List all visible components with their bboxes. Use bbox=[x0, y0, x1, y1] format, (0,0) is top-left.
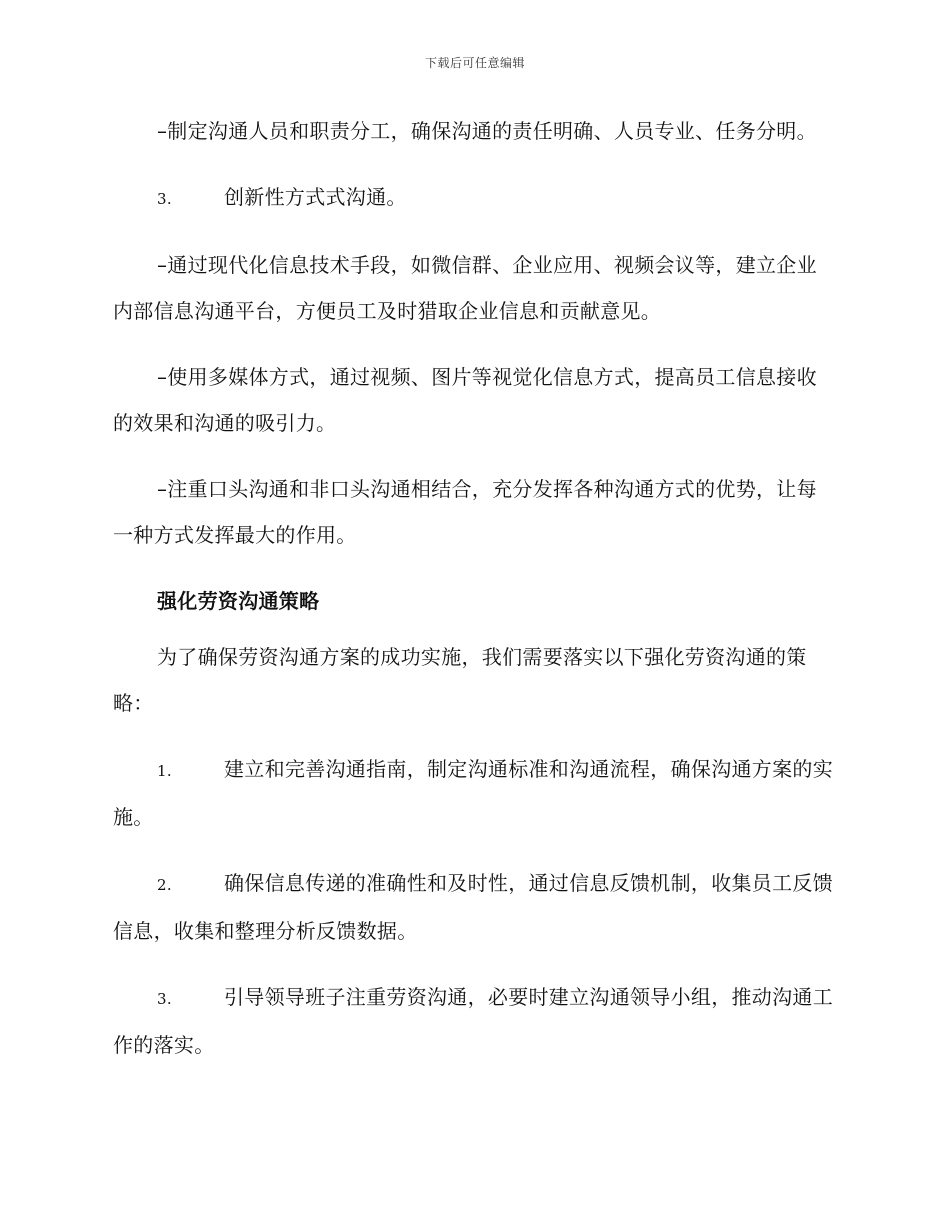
list-item-innovative-communication bbox=[113, 174, 835, 222]
header-note: 下载后可任意编辑 bbox=[424, 56, 525, 70]
list-item-text: 建立和完善沟通指南，制定沟通标准和沟通流程，确保沟通方案的实施。 bbox=[113, 757, 833, 829]
paragraph-intro-strategy bbox=[113, 634, 835, 726]
paragraph-text: –通过现代化信息技术手段，如微信群、企业应用、视频会议等，建立企业内部信息沟通平台，方便员工及时猎取企业信息和贡献意见。 bbox=[113, 253, 817, 323]
heading-text: 强化劳资沟通策略 bbox=[157, 589, 320, 613]
list-item-accuracy bbox=[113, 860, 835, 954]
list-item-text: 创新性方式式沟通。 bbox=[224, 185, 407, 209]
list-item-leadership bbox=[113, 974, 835, 1068]
list-item-text: 确保信息传递的准确性和及时性，通过信息反馈机制，收集员工反馈信息，收集和整理分析反馈数据。 bbox=[113, 871, 833, 943]
paragraph-text: –注重口头沟通和非口头沟通相结合，充分发挥各种沟通方式的优势，让每一种方式发挥最大的作用。 bbox=[113, 477, 817, 547]
paragraph-multimedia bbox=[113, 354, 835, 446]
list-number: 3. bbox=[157, 190, 172, 208]
document-body bbox=[113, 108, 835, 1088]
paragraph-text: –使用多媒体方式，通过视频、图片等视觉化信息方式，提高员工信息接收的效果和沟通的吸引力。 bbox=[113, 365, 817, 435]
list-number: 3. bbox=[157, 990, 172, 1008]
paragraph-text: 为了确保劳资沟通方案的成功实施，我们需要落实以下强化劳资沟通的策略： bbox=[113, 645, 807, 715]
list-number: 1. bbox=[157, 762, 172, 780]
paragraph-verbal-nonverbal bbox=[113, 466, 835, 558]
section-heading bbox=[113, 578, 835, 624]
paragraph-it-platform bbox=[113, 242, 835, 334]
paragraph-text: –制定沟通人员和职责分工，确保沟通的责任明确、人员专业、任务分明。 bbox=[157, 119, 817, 143]
list-item-text: 引导领导班子注重劳资沟通，必要时建立沟通领导小组，推动沟通工作的落实。 bbox=[113, 985, 833, 1057]
list-number: 2. bbox=[157, 876, 172, 894]
list-item-guidelines bbox=[113, 746, 835, 840]
paragraph-responsibility bbox=[113, 108, 835, 154]
